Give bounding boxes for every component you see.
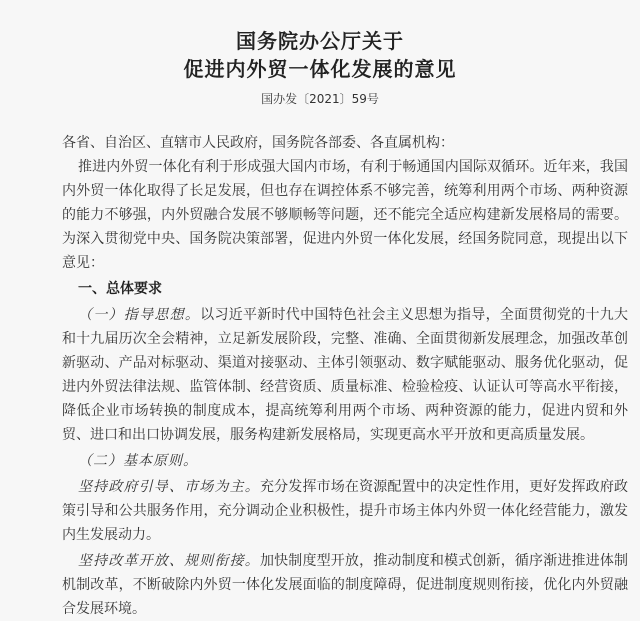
- principle2-text: 加快制度型开放，推动制度和模式创新，循序渐进推进体制机制改革，不断破除内外贸一体化发展面临的制度障碍，促进制度规则衔接，优化内外贸融合发展环境。: [62, 553, 629, 617]
- basic-principles-label: （二）基本原则。: [78, 453, 198, 469]
- doc-number: 国办发〔2021〕59号: [261, 92, 379, 106]
- doc-title-line1: 国务院办公厅关于: [236, 29, 404, 53]
- doc-body: [62, 131, 628, 621]
- guiding-thought-text: 以习近平新时代中国特色社会主义思想为指导，全面贯彻党的十九大和十九届历次全会精神，立足新发展阶段，完整、准确、全面贯彻新发展理念，加强改革创新驱动、产品对标驱动、渠道对接驱动、主体引领驱动、数字赋能驱动、服务优化驱动，促进内外贸法律法规、监管体制、经营资质、质量标准、检验检疫、认证认可等高水平衔接，降低企业市场转换的制度成本，提高统筹利用两个市场、两种资源的能力，促进内贸和外贸、进口和出口协调发展，服务构建新发展格局，实现更高水平开放和更高质量发展。: [62, 307, 629, 443]
- principle-paragraph-1: [62, 475, 628, 547]
- principle-paragraph-2: [62, 549, 628, 621]
- salutation: 各省、自治区、直辖市人民政府，国务院各部委、各直属机构：: [62, 135, 454, 151]
- basic-principles-heading: [62, 449, 628, 473]
- principle1-label: 坚持政府引导、市场为主。: [78, 479, 260, 495]
- guiding-thought-label: （一）指导思想。: [78, 307, 201, 323]
- guiding-thought-paragraph: [62, 303, 628, 447]
- principle1-text: 充分发挥市场在资源配置中的决定性作用，更好发挥政府政策引导和公共服务作用，充分调动企业积极性，提升市场主体内外贸一体化经营能力，激发内生发展动力。: [62, 479, 629, 543]
- section-heading: 一、总体要求: [78, 281, 162, 297]
- principle2-label: 坚持改革开放、规则衔接。: [78, 553, 260, 569]
- doc-title-line2: 促进内外贸一体化发展的意见: [183, 57, 457, 81]
- intro-paragraph: 推进内外贸一体化有利于形成强大国内市场，有利于畅通国内国际双循环。近年来，我国内外贸一体化取得了长足发展，但也存在调控体系不够完善，统筹利用两个市场、两种资源的能力不够强，内外贸融合发展不够顺畅等问题，还不能完全适应构建新发展格局的需要。为深入贯彻党中央、国务院决策部署，促进内外贸一体化发展，经国务院同意，现提出以下意见：: [62, 159, 628, 271]
